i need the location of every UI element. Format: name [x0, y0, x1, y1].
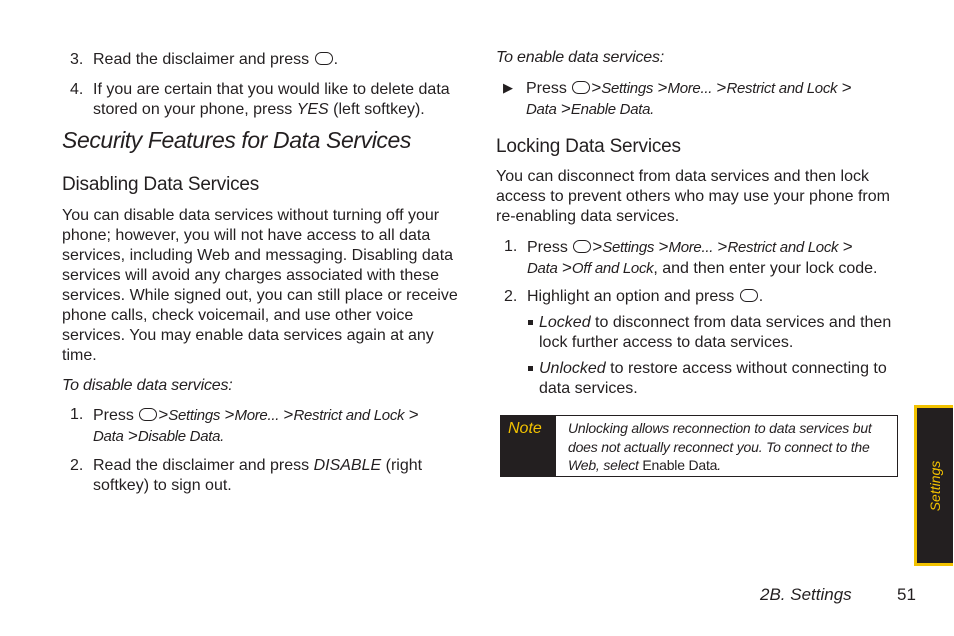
menu-path-item: Data [527, 260, 558, 277]
menu-path-item: Restrict and Lock [726, 80, 838, 97]
menu-path-item: Data [93, 428, 124, 445]
option-locked [528, 313, 898, 357]
step-number: 1. [504, 238, 518, 255]
softkey-label: YES [296, 101, 329, 118]
menu-ok-key-icon [740, 289, 758, 302]
option-term: Unlocked [539, 360, 606, 377]
option-desc: to restore access without connecting to data services. [539, 360, 887, 397]
option-unlocked [528, 359, 898, 403]
menu-ok-key-icon [572, 81, 590, 94]
right-arrow-bullet-icon: ▶ [503, 80, 513, 95]
lock-step-1: 1. Press >Settings >More... >Restrict and Lock > Data >Off and Lock, and then enter your lock code. [504, 237, 878, 277]
enable-step: ▶ Press >Settings >More... >Restrict and Lock > Data >Enable Data. [503, 78, 852, 118]
menu-path-item: Disable Data. [137, 428, 225, 445]
square-bullet-icon [528, 366, 533, 371]
menu-path-item: Restrict and Lock [727, 239, 839, 256]
step-text: If you are certain that you would like to delete data stored on your phone, press [93, 81, 450, 118]
subsection-heading: Disabling Data Services [62, 174, 260, 195]
note-text: Unlocking allows reconnection to data services but does not actually reconnect you. To connect to the Web, select Enable Data. [568, 420, 872, 473]
square-bullet-icon [528, 320, 533, 325]
section-heading: Security Features for Data Services [62, 127, 412, 153]
note-box [500, 415, 898, 477]
menu-path-item: More... [668, 239, 714, 256]
note-menu-item: Enable Data [642, 457, 718, 473]
menu-path-item: Enable Data. [570, 101, 655, 118]
menu-path-item: More... [667, 80, 713, 97]
menu-path-item: Settings [601, 80, 654, 97]
menu-path-item: More... [234, 407, 280, 424]
option-desc: to disconnect from data services and then lock further access to data services. [539, 314, 892, 351]
menu-ok-key-icon [573, 240, 591, 253]
page-number: 51 [897, 585, 916, 604]
menu-path-item: Off and Lock [571, 260, 654, 277]
step-4: 4. If you are certain that you would like to delete data stored on your phone, press YES (left softkey). [70, 81, 450, 118]
step-number: 1. [70, 406, 84, 423]
menu-path-item: Restrict and Lock [293, 407, 405, 424]
lock-step-2: 2. Highlight an option and press . [504, 288, 764, 305]
menu-path-item: Settings [602, 239, 655, 256]
softkey-label: DISABLE [313, 457, 382, 474]
procedure-heading: To disable data services: [62, 377, 233, 394]
menu-ok-key-icon [139, 408, 157, 421]
disable-step-2: 2. Read the disclaimer and press DISABLE (right softkey) to sign out. [70, 457, 423, 494]
step-number: 3. [70, 51, 84, 68]
note-label: Note [508, 420, 542, 437]
option-term: Locked [539, 314, 591, 331]
disable-body-text: You can disable data services without turning off your phone; however, you will not have access to all data services, including Web and messaging. Disabling data services will avoid any charges associated with these services. While signed out, you can still place or receive phone calls, check voicemail, and use other voice services. You may enable data services again at any time. [62, 207, 458, 364]
menu-ok-key-icon [315, 52, 333, 65]
disable-step-1: 1. Press >Settings >More... >Restrict and Lock > Data >Disable Data. [70, 405, 419, 445]
step-3: 3. Read the disclaimer and press . [70, 51, 339, 68]
step-number: 2. [504, 288, 518, 305]
procedure-heading: To enable data services: [496, 49, 665, 66]
side-tab-label: Settings [927, 460, 943, 511]
note-label-panel [501, 416, 556, 476]
section-side-tab [914, 405, 953, 566]
locking-body-text: You can disconnect from data services and then lock access to prevent others who may use your phone from re-enabling data services. [496, 168, 890, 225]
footer-section: 2B. Settings [760, 585, 852, 604]
subsection-heading: Locking Data Services [496, 136, 681, 157]
step-text: Read the disclaimer and press [93, 51, 310, 68]
menu-path-item: Data [526, 101, 557, 118]
menu-path-item: Settings [168, 407, 221, 424]
step-number: 2. [70, 457, 84, 474]
step-number: 4. [70, 81, 84, 98]
